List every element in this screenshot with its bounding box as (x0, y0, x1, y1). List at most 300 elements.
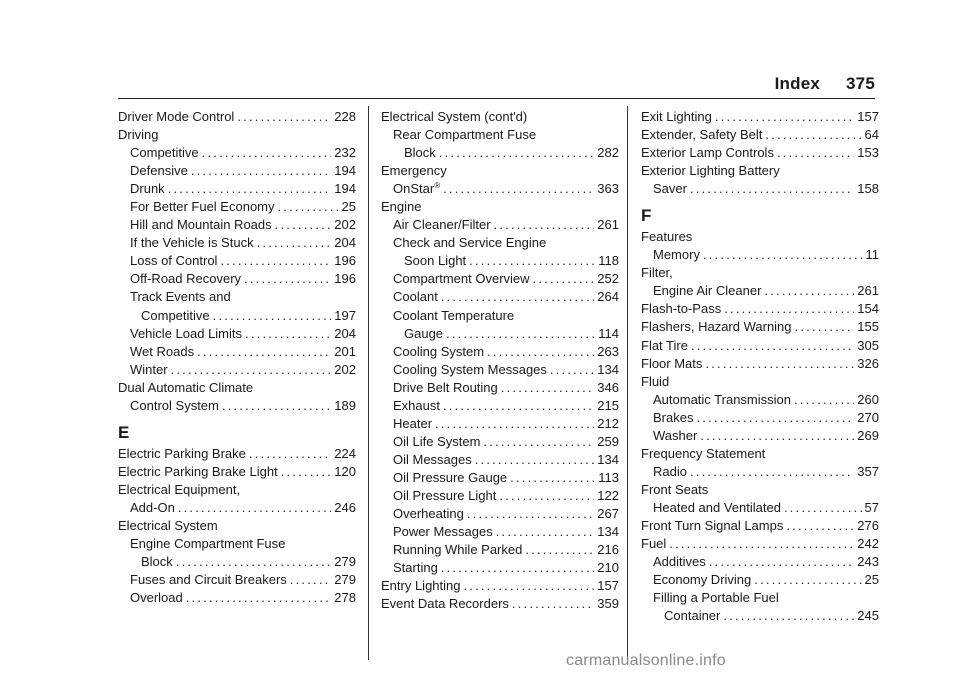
dot-leader (249, 445, 331, 463)
page-ref: 196 (334, 271, 356, 287)
entry-term-text: Front Seats (641, 481, 709, 497)
entry-term-text: Washer (653, 427, 698, 443)
dot-leader (171, 361, 332, 379)
dot-leader (186, 589, 332, 607)
index-entry (118, 499, 356, 517)
page-ref: 204 (334, 325, 356, 341)
page-ref: 242 (857, 536, 879, 552)
dot-leader (696, 409, 854, 427)
index-entry (118, 270, 356, 288)
dot-leader (475, 451, 595, 469)
entry-term (653, 427, 697, 445)
index-entry (118, 463, 356, 481)
entry-term (130, 325, 242, 343)
index-heading (641, 373, 879, 391)
entry-term-text: Saver (653, 181, 687, 197)
entry-term-text: For Better Fuel Economy (130, 199, 275, 215)
index-heading (381, 108, 619, 126)
entry-term-text: Dual Automatic Climate (118, 379, 254, 395)
index-entry (381, 541, 619, 559)
entry-term (641, 535, 666, 553)
entry-term (118, 482, 240, 497)
page-ref: 158 (857, 181, 879, 197)
entry-term-text: Hill and Mountain Roads (130, 217, 272, 233)
page-ref: 260 (857, 391, 879, 407)
entry-term-text: Fluid (641, 373, 670, 389)
entry-term (404, 325, 443, 343)
entry-term-text: Fuses and Circuit Breakers (130, 572, 287, 588)
index-entry (641, 499, 879, 517)
entry-term-text: Add-On (130, 499, 175, 515)
dot-leader (168, 180, 332, 198)
page-ref: 57 (864, 499, 879, 515)
index-entry (381, 180, 619, 198)
index-entry (641, 126, 879, 144)
dot-leader (690, 180, 854, 198)
page-ref: 305 (857, 337, 879, 353)
entry-term (130, 589, 183, 607)
entry-term-text: Overheating (393, 506, 464, 522)
dot-leader (690, 463, 854, 481)
entry-term (653, 571, 751, 589)
index-entry (381, 505, 619, 523)
page-ref: 154 (857, 301, 879, 317)
column-divider (627, 106, 628, 660)
entry-term (393, 127, 536, 142)
dot-leader (202, 144, 332, 162)
dot-leader (715, 108, 854, 126)
dot-leader (464, 577, 595, 595)
entry-term-text: Oil Life System (393, 433, 481, 449)
entry-term (118, 463, 278, 481)
entry-term (393, 288, 438, 306)
page-ref: 357 (857, 463, 879, 479)
entry-term (641, 144, 774, 162)
entry-term-text: Compartment Overview (393, 271, 530, 287)
entry-term-text: Block (404, 145, 436, 161)
page-ref: 197 (334, 307, 356, 323)
index-entry (381, 523, 619, 541)
dot-leader (669, 535, 854, 553)
entry-term (393, 523, 493, 541)
page-ref: 259 (597, 433, 619, 449)
page-ref: 204 (334, 235, 356, 251)
index-entry (641, 391, 879, 409)
page-number: 375 (846, 74, 875, 93)
index-entry (118, 234, 356, 252)
dot-leader (178, 499, 331, 517)
dot-leader (257, 234, 332, 252)
index-entry (118, 397, 356, 415)
dot-leader (533, 270, 595, 288)
page-ref: 194 (334, 163, 356, 179)
entry-term-text: Engine (381, 199, 422, 215)
page-ref: 189 (334, 397, 356, 413)
index-entry (118, 180, 356, 198)
dot-leader (222, 397, 331, 415)
entry-term-text: Fuel (641, 536, 667, 552)
entry-term-text: Features (641, 229, 693, 245)
entry-term (641, 163, 780, 178)
entry-term (641, 355, 702, 373)
entry-term-text: Electrical System (118, 517, 218, 533)
dot-leader (278, 198, 339, 216)
entry-term-text: Exit Lighting (641, 109, 712, 124)
entry-term-text: Engine Air Cleaner (653, 283, 762, 299)
entry-term-text: Driving (118, 127, 159, 143)
index-entry (641, 553, 879, 571)
entry-term-text: Running While Parked (393, 542, 523, 558)
dot-leader (700, 427, 854, 445)
index-heading (641, 445, 879, 463)
page-ref: 194 (334, 181, 356, 197)
registered-mark: ® (434, 181, 441, 191)
header-rule (118, 98, 875, 99)
entry-term-text: Wet Roads (130, 343, 195, 359)
dot-leader (176, 553, 332, 571)
dot-leader (512, 595, 594, 613)
index-entry (641, 409, 879, 427)
entry-term (381, 199, 421, 214)
section-letter: E (118, 422, 130, 442)
dot-leader (237, 108, 331, 126)
page-ref: 153 (857, 145, 879, 161)
page-ref: 278 (334, 590, 356, 606)
index-entry (381, 325, 619, 343)
page-ref: 359 (597, 596, 619, 612)
entry-term-text: Defensive (130, 163, 188, 179)
entry-term (130, 234, 254, 252)
entry-term (653, 463, 687, 481)
entry-term-text: Electric Parking Brake (118, 445, 246, 461)
page-ref: 11 (865, 247, 879, 263)
entry-term (393, 270, 530, 288)
entry-term (141, 553, 173, 571)
entry-term (393, 451, 472, 469)
index-entry (118, 343, 356, 361)
entry-term (130, 162, 188, 180)
dot-leader (191, 162, 331, 180)
entry-term (641, 265, 673, 280)
section-title: Index (774, 74, 821, 93)
dot-leader (794, 391, 854, 409)
dot-leader (446, 325, 595, 343)
entry-term (130, 361, 168, 379)
dot-leader (435, 415, 594, 433)
page-ref: 346 (597, 379, 619, 395)
entry-term-text: Flash-to-Pass (641, 301, 722, 317)
index-heading (381, 307, 619, 325)
entry-term (118, 518, 218, 533)
entry-term (641, 482, 708, 497)
entry-term-text: Filling a Portable Fuel (653, 590, 779, 606)
watermark: carmanualsonline.info (566, 652, 726, 669)
index-heading (118, 517, 356, 535)
page-header (775, 74, 875, 94)
index-entry (118, 553, 356, 571)
entry-term-text: Flashers, Hazard Warning (641, 319, 792, 335)
dot-leader (705, 355, 854, 373)
index-entry (381, 270, 619, 288)
index-entry (381, 397, 619, 415)
dot-leader (777, 144, 854, 162)
index-entry (641, 300, 879, 318)
page-ref: 261 (857, 283, 879, 299)
index-entry (641, 535, 879, 553)
dot-leader (764, 282, 854, 300)
entry-term-text: Heated and Ventilated (653, 499, 781, 515)
entry-term-text: Winter (130, 361, 168, 377)
dot-leader (469, 252, 595, 270)
entry-term (393, 559, 438, 577)
entry-term (393, 379, 498, 397)
page-ref: 134 (597, 451, 619, 467)
page-ref: 270 (857, 409, 879, 425)
entry-term-text: Radio (653, 463, 687, 479)
dot-leader (691, 337, 854, 355)
page-ref: 245 (857, 608, 879, 624)
entry-term-text: Front Turn Signal Lamps (641, 517, 784, 533)
entry-term-text: Exterior Lamp Controls (641, 145, 774, 161)
entry-term-text: Electric Parking Brake Light (118, 463, 278, 479)
entry-term-text: Heater (393, 415, 433, 431)
index-heading (118, 379, 356, 397)
entry-term (393, 180, 440, 198)
entry-term (130, 270, 241, 288)
entry-term-text: Economy Driving (653, 572, 752, 588)
page-ref: 202 (334, 361, 356, 377)
entry-term-text: Oil Pressure Light (393, 487, 497, 503)
index-entry (381, 487, 619, 505)
dot-leader (213, 307, 332, 325)
index-entry (118, 589, 356, 607)
index-entry (118, 252, 356, 270)
dot-leader (439, 144, 595, 162)
index-heading (118, 535, 356, 553)
index-entry (118, 144, 356, 162)
dot-leader (244, 270, 331, 288)
entry-term (641, 337, 688, 355)
page-ref: 228 (334, 109, 356, 124)
page-ref: 157 (857, 109, 879, 124)
entry-term (118, 127, 158, 142)
index-entry (381, 361, 619, 379)
entry-term (130, 536, 285, 551)
entry-term-text: Frequency Statement (641, 445, 766, 461)
entry-term-text: Filter, (641, 265, 673, 281)
entry-term-text: Air Cleaner/Filter (393, 217, 491, 233)
page-ref: 269 (857, 427, 879, 443)
entry-term-text: Competitive (141, 307, 210, 323)
index-heading (641, 228, 879, 246)
entry-term (130, 571, 287, 589)
entry-term (653, 553, 706, 571)
entry-term-text: Driver Mode Control (118, 109, 235, 124)
index-entry (641, 517, 879, 535)
index-entry (381, 288, 619, 306)
dot-leader (501, 379, 595, 397)
index-entry (641, 571, 879, 589)
entry-term (653, 391, 791, 409)
page-ref: 276 (857, 517, 879, 533)
dot-leader (784, 499, 862, 517)
entry-term-text: Brakes (653, 409, 694, 425)
index-entry (118, 162, 356, 180)
entry-term (393, 433, 480, 451)
entry-term (130, 144, 199, 162)
entry-term (653, 499, 781, 517)
entry-term-text: Oil Messages (393, 451, 472, 467)
page-ref: 279 (334, 554, 356, 570)
entry-term-text: Cooling System Messages (393, 361, 547, 377)
index-entry (381, 469, 619, 487)
index-entry (118, 108, 356, 126)
index-entry (381, 577, 619, 595)
dot-leader (510, 469, 595, 487)
entry-term-text: Check and Service Engine (393, 235, 547, 251)
entry-term (130, 343, 194, 361)
page-ref: 122 (597, 487, 619, 503)
entry-term (393, 308, 514, 323)
entry-term (393, 235, 546, 250)
entry-term (118, 108, 234, 126)
index-entry (118, 445, 356, 463)
index-column-1 (118, 108, 356, 607)
entry-term-text: Track Events and (130, 289, 231, 305)
entry-term (641, 300, 721, 318)
entry-term (393, 469, 507, 487)
entry-term-text: Container (664, 608, 721, 624)
entry-term (118, 445, 246, 463)
dot-leader (275, 216, 332, 234)
index-heading (381, 234, 619, 252)
entry-term-text: Floor Mats (641, 355, 703, 371)
index-entry (118, 571, 356, 589)
entry-term-text: Emergency (381, 163, 447, 179)
page-ref: 243 (857, 554, 879, 570)
entry-term (653, 590, 779, 605)
dot-leader (443, 397, 594, 415)
page-ref: 216 (597, 542, 619, 558)
dot-leader (724, 300, 854, 318)
index-column-2 (381, 108, 619, 613)
entry-term (393, 505, 464, 523)
entry-term (653, 180, 687, 198)
page-ref: 114 (598, 325, 619, 341)
entry-term (653, 409, 693, 427)
entry-term-text: Vehicle Load Limits (130, 325, 243, 341)
entry-term (641, 126, 762, 144)
index-heading (641, 264, 879, 282)
entry-term (393, 343, 484, 361)
entry-term (653, 246, 700, 264)
index-entry (381, 595, 619, 613)
entry-term (393, 487, 496, 505)
page-ref: 196 (334, 253, 356, 269)
dot-leader (496, 523, 595, 541)
entry-term-text: Flat Tire (641, 337, 688, 353)
page-ref: 363 (597, 181, 619, 197)
dot-leader (795, 318, 855, 336)
entry-term (381, 163, 447, 178)
page-ref: 25 (341, 199, 356, 215)
page-ref: 282 (597, 145, 619, 161)
entry-term-text: Exhaust (393, 397, 440, 413)
dot-leader (245, 325, 331, 343)
entry-term (393, 216, 491, 234)
index-entry (641, 318, 879, 336)
entry-term-text: Electrical Equipment, (118, 481, 241, 497)
entry-term-text: Engine Compartment Fuse (130, 536, 286, 552)
dot-leader (765, 126, 861, 144)
entry-term-text: Oil Pressure Gauge (393, 469, 508, 485)
entry-term-text: Drunk (130, 181, 165, 197)
entry-term (141, 307, 210, 325)
page-ref: 246 (334, 499, 356, 515)
index-heading (641, 162, 879, 180)
index-entry (118, 325, 356, 343)
index-column-3 (641, 108, 879, 625)
dot-leader (441, 288, 594, 306)
index-entry (641, 355, 879, 373)
index-heading (381, 198, 619, 216)
entry-term (404, 144, 436, 162)
page-ref: 232 (334, 145, 356, 161)
entry-term-text: If the Vehicle is Stuck (130, 235, 254, 251)
entry-term-text: Extender, Safety Belt (641, 127, 763, 143)
page-ref: 201 (334, 343, 356, 359)
page-ref: 224 (334, 445, 356, 461)
entry-term (393, 397, 440, 415)
entry-term-text: Power Messages (393, 524, 493, 540)
page-ref: 279 (334, 572, 356, 588)
dot-leader (441, 559, 594, 577)
index-heading (641, 589, 879, 607)
page-ref: 215 (597, 397, 619, 413)
entry-term-text: Electrical System (cont'd) (381, 109, 528, 124)
entry-term (393, 415, 432, 433)
dot-leader (754, 571, 861, 589)
entry-term (130, 180, 165, 198)
page-ref: 267 (597, 506, 619, 522)
entry-term-text: Automatic Transmission (653, 391, 791, 407)
index-heading (118, 288, 356, 306)
index-heading (118, 126, 356, 144)
dot-leader (709, 553, 855, 571)
page-ref: 202 (334, 217, 356, 233)
index-entry (641, 282, 879, 300)
entry-term (381, 577, 461, 595)
dot-leader (281, 463, 332, 481)
dot-leader (467, 505, 594, 523)
page-ref: 118 (598, 253, 619, 269)
page-ref: 25 (864, 572, 879, 588)
page-ref: 157 (597, 578, 619, 594)
dot-leader (703, 246, 863, 264)
entry-term (130, 289, 231, 304)
page-ref: 212 (597, 415, 619, 431)
index-entry (381, 379, 619, 397)
entry-term (653, 282, 761, 300)
page-ref: 134 (597, 361, 619, 377)
dot-leader (499, 487, 594, 505)
entry-term (381, 109, 527, 124)
index-entry (118, 216, 356, 234)
entry-term-text: Coolant Temperature (393, 307, 515, 323)
entry-term-text: Control System (130, 397, 219, 413)
index-entry (641, 180, 879, 198)
entry-term (393, 541, 522, 559)
